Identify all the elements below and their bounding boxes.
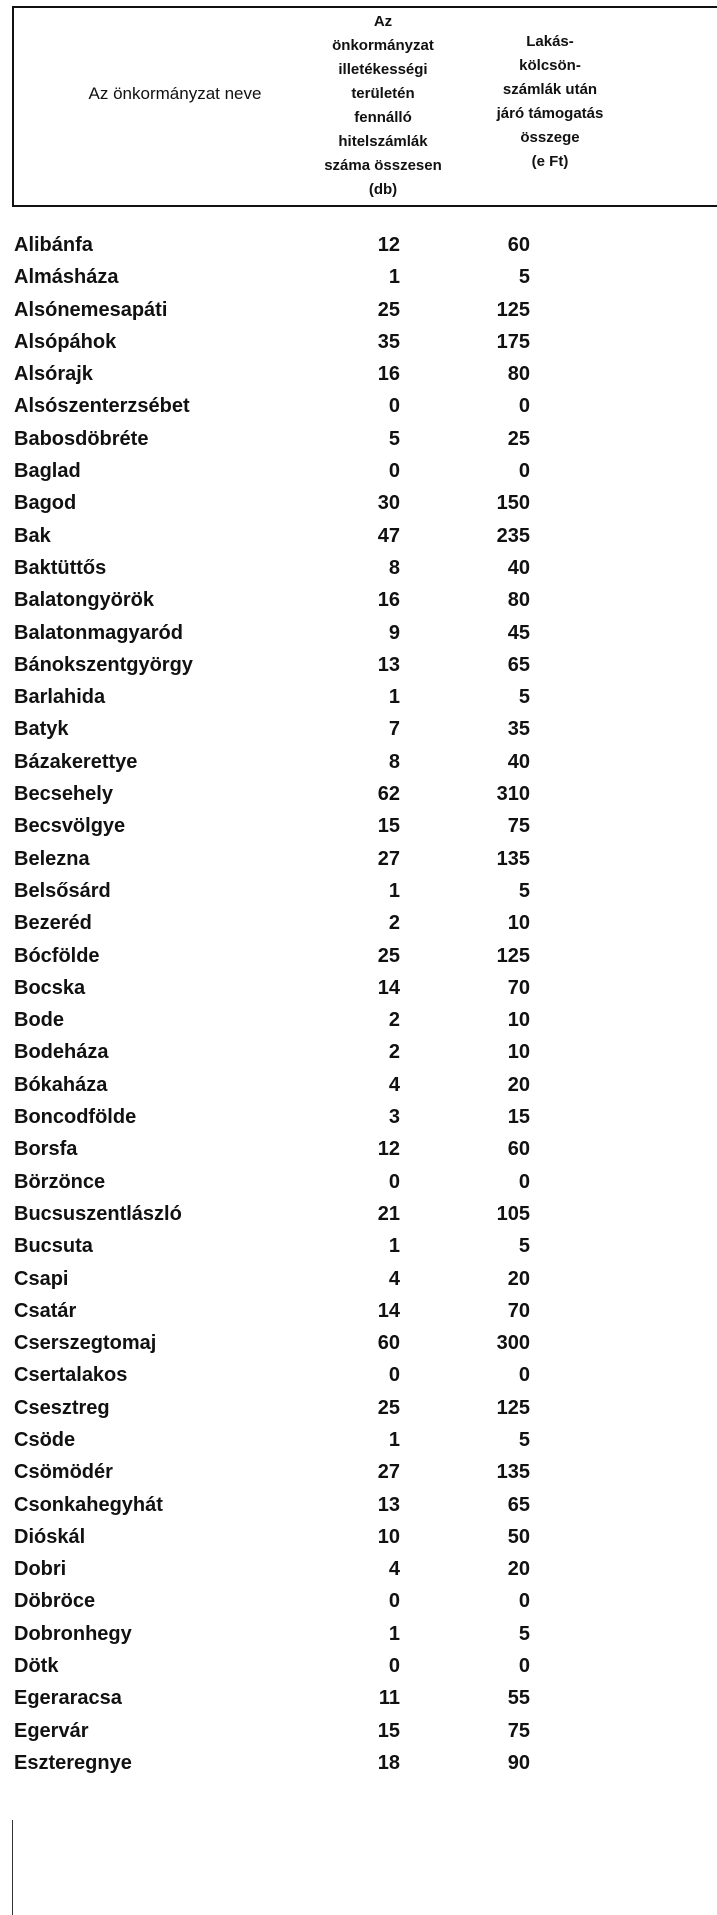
municipality-name: Batyk <box>14 718 69 741</box>
support-amount: 310 <box>496 783 530 806</box>
account-count: 25 <box>377 944 400 967</box>
municipality-name: Dötk <box>14 1655 59 1678</box>
account-count: 0 <box>388 1364 400 1387</box>
table-row <box>0 1522 717 1554</box>
municipality-name: Bucsuszentlászló <box>14 1202 182 1225</box>
table-row <box>0 973 717 1005</box>
account-count: 1 <box>388 266 400 289</box>
table-row <box>0 262 717 294</box>
support-amount: 175 <box>496 330 530 353</box>
table-row <box>0 391 717 423</box>
account-count: 9 <box>388 621 400 644</box>
support-amount: 105 <box>496 1202 530 1225</box>
municipality-name: Bánokszentgyörgy <box>14 653 193 676</box>
account-count: 14 <box>377 976 400 999</box>
municipality-name: Egervár <box>14 1719 89 1742</box>
table-row <box>0 1393 717 1425</box>
municipality-name: Egeraracsa <box>14 1687 122 1710</box>
support-amount: 235 <box>496 524 530 547</box>
support-amount: 125 <box>496 944 530 967</box>
column-header-name: Az önkormányzat neve <box>88 84 262 103</box>
account-count: 21 <box>377 1202 400 1225</box>
municipality-name: Csesztreg <box>14 1396 110 1419</box>
account-count: 4 <box>388 1267 400 1290</box>
column-header-account-count: Az önkormányzat illetékességi területén fennálló hitelszámlák száma összesen (db) <box>324 13 442 198</box>
municipality-name: Döbröce <box>14 1590 96 1613</box>
account-count: 0 <box>388 1170 400 1193</box>
account-count: 25 <box>377 298 400 321</box>
municipality-name: Baglad <box>14 460 81 483</box>
account-count: 1 <box>388 1235 400 1258</box>
account-count: 0 <box>388 395 400 418</box>
municipality-name: Bak <box>14 524 51 547</box>
table-row <box>0 1328 717 1360</box>
table-body <box>0 230 717 1780</box>
support-amount: 300 <box>496 1332 530 1355</box>
support-amount: 15 <box>507 1106 530 1129</box>
account-count: 62 <box>377 783 400 806</box>
support-amount: 25 <box>507 427 530 450</box>
account-count: 11 <box>378 1687 400 1710</box>
municipality-name: Eszteregnye <box>14 1751 132 1774</box>
table-row <box>0 714 717 746</box>
table-row <box>0 844 717 876</box>
table-row <box>0 1683 717 1715</box>
support-amount: 135 <box>496 1461 530 1484</box>
account-count: 0 <box>388 1655 400 1678</box>
account-count: 2 <box>388 912 400 935</box>
table-row <box>0 1748 717 1780</box>
table-row <box>0 327 717 359</box>
municipality-name: Alsónemesapáti <box>14 298 168 321</box>
table-row <box>0 1231 717 1263</box>
municipality-name: Bókaháza <box>14 1073 108 1096</box>
account-count: 0 <box>388 1590 400 1613</box>
support-amount: 10 <box>507 912 530 935</box>
support-amount: 0 <box>518 460 530 483</box>
municipality-name: Balatongyörök <box>14 589 155 612</box>
table-row <box>0 1457 717 1489</box>
account-count: 1 <box>388 686 400 709</box>
account-count: 4 <box>388 1073 400 1096</box>
municipality-name: Csömödér <box>14 1461 113 1484</box>
table-row <box>0 295 717 327</box>
account-count: 2 <box>388 1009 400 1032</box>
table-row <box>0 908 717 940</box>
account-count: 14 <box>377 1299 400 1322</box>
table-row <box>0 1651 717 1683</box>
table-row <box>0 1425 717 1457</box>
support-amount: 10 <box>507 1009 530 1032</box>
table-row <box>0 650 717 682</box>
table-row <box>0 1037 717 1069</box>
header-bottom-rule <box>12 205 717 207</box>
table-row <box>0 1490 717 1522</box>
table-row <box>0 811 717 843</box>
support-amount: 0 <box>518 1655 530 1678</box>
account-count: 10 <box>377 1525 400 1548</box>
table-row <box>0 1070 717 1102</box>
municipality-name: Alsórajk <box>14 363 93 386</box>
table-row <box>0 618 717 650</box>
support-amount: 125 <box>496 298 530 321</box>
account-count: 8 <box>388 750 400 773</box>
municipality-name: Dobronhegy <box>14 1622 132 1645</box>
support-amount: 40 <box>507 556 530 579</box>
municipality-name: Alibánfa <box>14 234 93 256</box>
account-count: 15 <box>377 815 400 838</box>
table-row <box>0 585 717 617</box>
support-amount: 135 <box>496 847 530 870</box>
support-amount: 5 <box>518 1428 530 1451</box>
support-amount: 0 <box>518 395 530 418</box>
account-count: 16 <box>377 589 400 612</box>
account-count: 16 <box>377 363 400 386</box>
municipality-name: Bócfölde <box>14 944 100 967</box>
support-amount: 5 <box>518 1622 530 1645</box>
support-amount: 125 <box>496 1396 530 1419</box>
support-amount: 0 <box>518 1590 530 1613</box>
support-amount: 70 <box>507 976 530 999</box>
support-amount: 65 <box>507 1493 530 1516</box>
support-amount: 10 <box>507 1041 530 1064</box>
support-amount: 5 <box>518 266 530 289</box>
account-count: 12 <box>377 1138 400 1161</box>
support-amount: 80 <box>507 363 530 386</box>
account-count: 12 <box>377 234 400 256</box>
account-count: 60 <box>377 1332 400 1355</box>
table-top-rule <box>12 6 717 8</box>
municipality-name: Bodeháza <box>14 1041 109 1064</box>
support-amount: 90 <box>507 1751 530 1774</box>
municipality-name: Csapi <box>14 1267 69 1290</box>
account-count: 27 <box>377 847 400 870</box>
municipality-name: Börzönce <box>14 1170 106 1193</box>
municipality-name: Borsfa <box>14 1138 78 1161</box>
support-amount: 20 <box>507 1073 530 1096</box>
account-count: 1 <box>388 1428 400 1451</box>
municipality-name: Balatonmagyaród <box>14 621 183 644</box>
support-amount: 55 <box>507 1687 530 1710</box>
municipality-name: Csonkahegyhát <box>14 1493 163 1516</box>
account-count: 27 <box>377 1461 400 1484</box>
table-row <box>0 1167 717 1199</box>
support-amount: 60 <box>507 1138 530 1161</box>
support-amount: 5 <box>518 879 530 902</box>
table-row <box>0 1102 717 1134</box>
municipality-name: Cserszegtomaj <box>14 1332 157 1355</box>
support-amount: 0 <box>518 1364 530 1387</box>
account-count: 25 <box>377 1396 400 1419</box>
table-row <box>0 456 717 488</box>
support-amount: 35 <box>507 718 530 741</box>
account-count: 30 <box>377 492 400 515</box>
municipality-name: Becsehely <box>14 783 113 806</box>
table-row <box>0 1005 717 1037</box>
account-count: 47 <box>377 524 400 547</box>
table-row <box>0 1619 717 1651</box>
municipality-name: Bázakerettye <box>14 750 138 773</box>
body-left-border <box>12 1820 13 1915</box>
account-count: 7 <box>388 718 400 741</box>
municipality-name: Almásháza <box>14 266 119 289</box>
account-count: 35 <box>377 330 400 353</box>
municipality-name: Bagod <box>14 492 77 515</box>
municipality-name: Belsősárd <box>14 879 111 902</box>
table-row <box>0 359 717 391</box>
municipality-name: Boncodfölde <box>14 1106 137 1129</box>
municipality-name: Alsópáhok <box>14 330 117 353</box>
municipality-name: Bode <box>14 1009 64 1032</box>
table-row <box>0 1360 717 1392</box>
support-amount: 50 <box>507 1525 530 1548</box>
support-amount: 5 <box>518 686 530 709</box>
municipality-name: Dióskál <box>14 1525 86 1548</box>
table-row <box>0 1296 717 1328</box>
table-row <box>0 1264 717 1296</box>
account-count: 2 <box>388 1041 400 1064</box>
support-amount: 45 <box>507 621 530 644</box>
support-amount: 70 <box>507 1299 530 1322</box>
support-amount: 75 <box>507 1719 530 1742</box>
account-count: 15 <box>377 1719 400 1742</box>
account-count: 4 <box>388 1558 400 1581</box>
table-row <box>0 747 717 779</box>
municipality-name: Barlahida <box>14 686 106 709</box>
municipality-name: Becsvölgye <box>14 815 126 838</box>
account-count: 13 <box>377 1493 400 1516</box>
table-row <box>0 941 717 973</box>
municipality-name: Bocska <box>14 976 86 999</box>
support-amount: 150 <box>496 492 530 515</box>
support-amount: 0 <box>518 1170 530 1193</box>
account-count: 13 <box>377 653 400 676</box>
account-count: 1 <box>388 879 400 902</box>
municipality-name: Csöde <box>14 1428 76 1451</box>
table-row <box>0 1716 717 1748</box>
municipality-name: Bucsuta <box>14 1235 93 1258</box>
municipality-name: Alsószenterzsébet <box>14 395 190 418</box>
municipality-name: Csatár <box>14 1299 77 1322</box>
table-row <box>0 779 717 811</box>
table-row <box>0 553 717 585</box>
municipality-name: Bezeréd <box>14 912 92 935</box>
table-row <box>0 682 717 714</box>
support-amount: 75 <box>507 815 530 838</box>
support-amount: 80 <box>507 589 530 612</box>
table-row <box>0 1134 717 1166</box>
support-amount: 5 <box>518 1235 530 1258</box>
municipality-name: Csertalakos <box>14 1364 128 1387</box>
municipality-name: Baktüttős <box>14 556 107 579</box>
municipality-name: Dobri <box>14 1558 67 1581</box>
header-left-border <box>12 6 14 205</box>
support-amount: 65 <box>507 653 530 676</box>
table-row <box>0 1554 717 1586</box>
account-count: 3 <box>388 1106 400 1129</box>
table-row <box>0 876 717 908</box>
account-count: 1 <box>388 1622 400 1645</box>
account-count: 8 <box>388 556 400 579</box>
table-row <box>0 230 717 262</box>
account-count: 18 <box>377 1751 400 1774</box>
support-amount: 40 <box>507 750 530 773</box>
municipality-name: Belezna <box>14 847 90 870</box>
table-row <box>0 424 717 456</box>
table-row <box>0 1586 717 1618</box>
account-count: 5 <box>388 427 400 450</box>
table-row <box>0 488 717 520</box>
support-amount: 60 <box>507 234 530 256</box>
table-row <box>0 1199 717 1231</box>
support-amount: 20 <box>507 1558 530 1581</box>
support-amount: 20 <box>507 1267 530 1290</box>
municipality-name: Babosdöbréte <box>14 427 149 450</box>
column-header-support-amount: Lakás- kölcsön- számlák után járó támogatás összege (e Ft) <box>496 33 604 170</box>
table-row <box>0 521 717 553</box>
account-count: 0 <box>388 460 400 483</box>
